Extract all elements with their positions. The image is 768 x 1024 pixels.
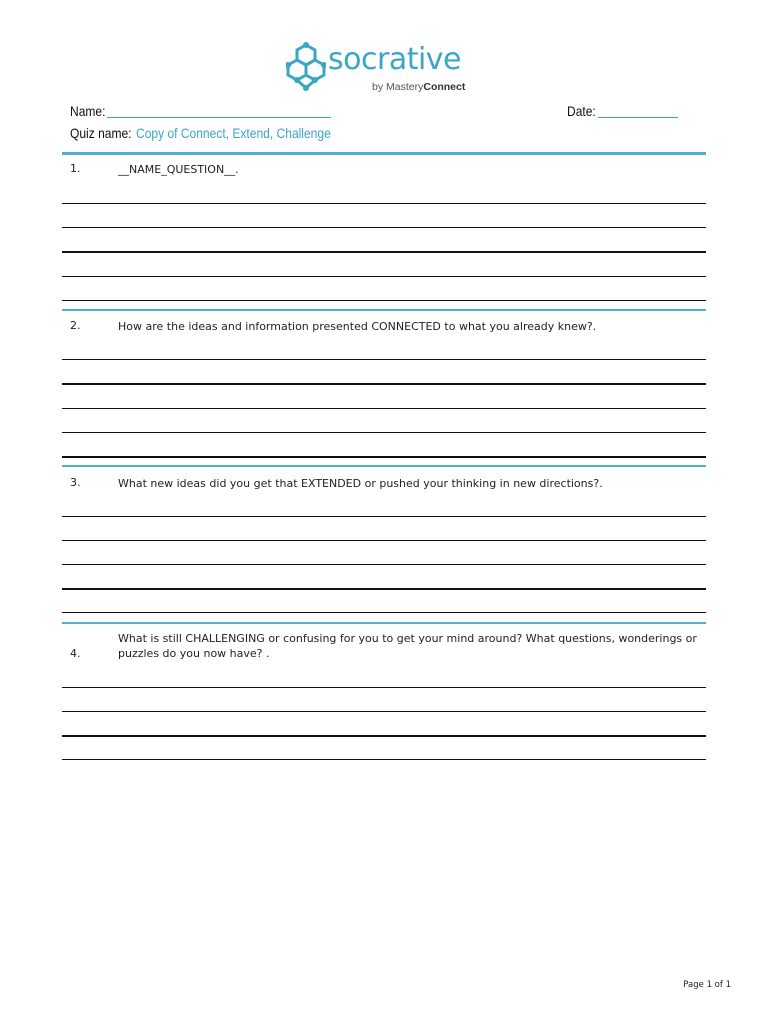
date-label: Date: — [567, 103, 596, 119]
answer-line[interactable] — [62, 227, 706, 228]
question-divider — [62, 309, 706, 311]
answer-line[interactable] — [62, 687, 706, 688]
question-divider — [62, 465, 706, 467]
question-divider — [62, 622, 706, 624]
brand-name: socrative — [328, 42, 462, 77]
answer-line[interactable] — [62, 540, 706, 541]
answer-line[interactable] — [62, 564, 706, 565]
date-blank-line[interactable] — [598, 117, 678, 118]
name-blank-line[interactable] — [107, 117, 331, 118]
answer-line[interactable] — [62, 383, 706, 385]
answer-line[interactable] — [62, 711, 706, 712]
answer-line[interactable] — [62, 276, 706, 277]
question-text: What is still CHALLENGING or confusing for you to get your mind around? What questions, wonderings or puzzles do you now have? . — [118, 632, 697, 660]
question-number: 1. — [70, 162, 81, 175]
brand-byline — [372, 81, 465, 93]
name-field — [70, 103, 111, 119]
answer-line[interactable] — [62, 516, 706, 517]
socrative-logo — [286, 40, 486, 96]
question-text: __NAME_QUESTION__. — [118, 163, 239, 176]
answer-line[interactable] — [62, 359, 706, 360]
answer-line[interactable] — [62, 612, 706, 613]
question-text: What new ideas did you get that EXTENDED or pushed your thinking in new directions?. — [118, 477, 603, 490]
page-number: Page 1 of 1 — [683, 980, 731, 990]
question-number: 4. — [70, 647, 81, 660]
date-field — [567, 103, 600, 119]
quiz-name-field — [70, 125, 362, 141]
hexagon-molecule-icon — [286, 42, 326, 92]
answer-line[interactable] — [62, 203, 706, 204]
answer-line[interactable] — [62, 456, 706, 458]
name-label: Name: — [70, 103, 106, 119]
brand-byline-prefix: by Mastery — [372, 81, 424, 93]
answer-line[interactable] — [62, 759, 706, 760]
answer-line[interactable] — [62, 432, 706, 433]
answer-line[interactable] — [62, 588, 706, 590]
answer-line[interactable] — [62, 408, 706, 409]
answer-line[interactable] — [62, 300, 706, 301]
quiz-name-label: Quiz name: — [70, 125, 132, 141]
question-text: How are the ideas and information presented CONNECTED to what you already knew?. — [118, 320, 597, 333]
quiz-name-value: Copy of Connect, Extend, Challenge — [135, 125, 331, 141]
answer-line[interactable] — [62, 251, 706, 253]
question-divider — [62, 152, 706, 155]
answer-line[interactable] — [62, 735, 706, 737]
question-number: 3. — [70, 476, 81, 489]
question-number: 2. — [70, 319, 81, 332]
brand-byline-bold: Connect — [423, 81, 466, 93]
